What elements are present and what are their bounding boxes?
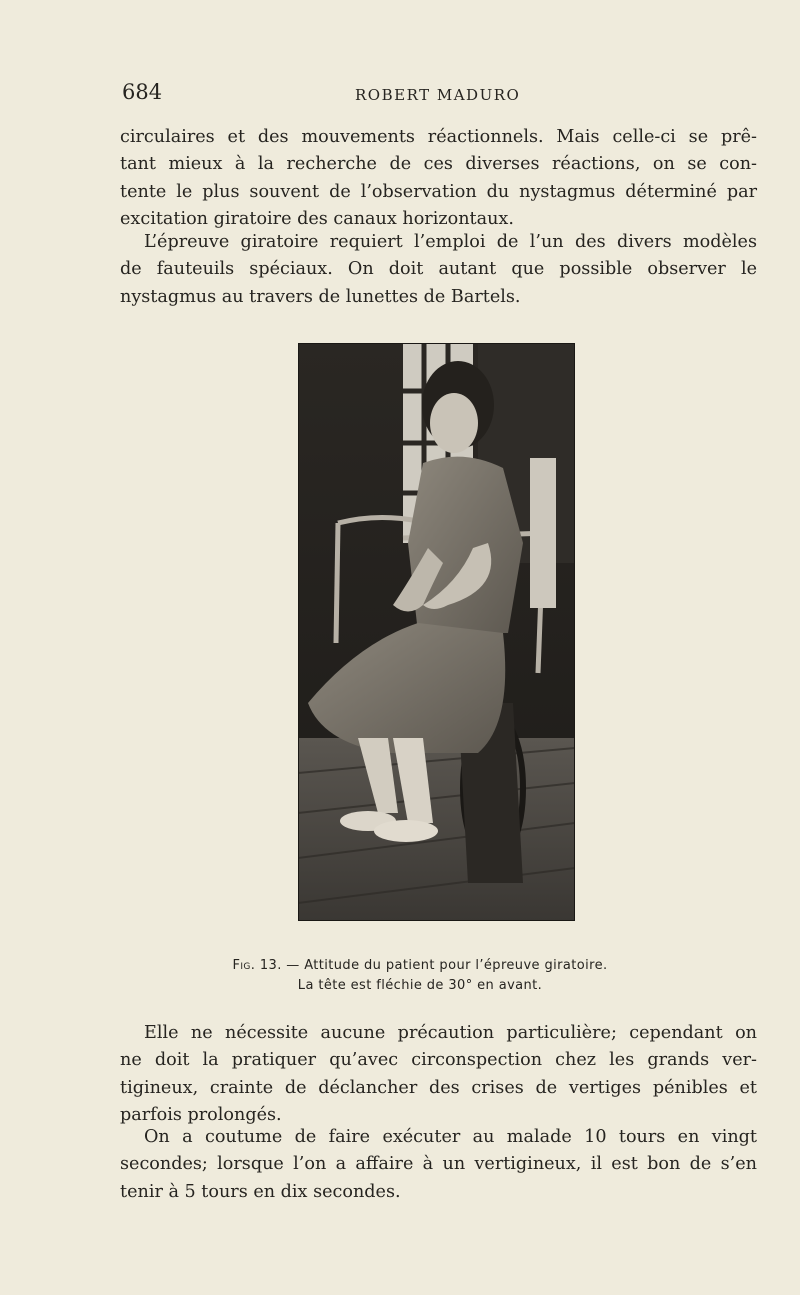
text-line: L’épreuve giratoire requiert l’emploi de l’un des divers modèles (144, 232, 757, 252)
figure-label: Fig. 13. (232, 958, 282, 973)
text-line: ne doit la pratiquer qu’avec circonspection chez les grands ver- (120, 1050, 757, 1071)
page-number: 684 (122, 80, 163, 104)
text-line: Elle ne nécessite aucune précaution particulière; cependant on (144, 1023, 757, 1043)
text-line: de fauteuils spéciaux. On doit autant que possible observer le (120, 259, 757, 280)
paragraph-2 (120, 229, 757, 311)
text-line: parfois prolongés. (120, 1104, 282, 1125)
caption-line-2: La tête est fléchie de 30° en avant. (297, 978, 543, 993)
text-line: secondes; lorsque l’on a affaire à un vertigineux, il est bon de s’en (120, 1154, 757, 1175)
text-line: On a coutume de faire exécuter au malade 10 tours en vingt (144, 1127, 757, 1147)
text-line: tenir à 5 tours en dix secondes. (120, 1181, 401, 1202)
text-line: tigineux, crainte de déclancher des crises de vertiges pénibles et (120, 1077, 757, 1098)
running-head: ROBERT MADURO (355, 86, 521, 104)
caption-line-1: — Attitude du patient pour l’épreuve giratoire. (286, 958, 608, 973)
page-header (120, 80, 760, 114)
patient-in-chair-photo (298, 343, 575, 921)
text-line: circulaires et des mouvements réactionnels. Mais celle-ci se prê- (120, 127, 757, 147)
figure-photo (298, 343, 575, 921)
text-line: excitation giratoire des canaux horizontaux. (120, 208, 514, 229)
paragraph-3 (120, 1020, 757, 1129)
text-line: nystagmus au travers de lunettes de Bartels. (120, 286, 521, 307)
paragraph-4 (120, 1124, 757, 1206)
figure-caption (150, 956, 690, 996)
paragraph-1 (120, 124, 757, 233)
text-line: tant mieux à la recherche de ces diverses réactions, on se con- (120, 154, 757, 175)
text-line: tente le plus souvent de l’observation du nystagmus déterminé par (120, 181, 757, 202)
